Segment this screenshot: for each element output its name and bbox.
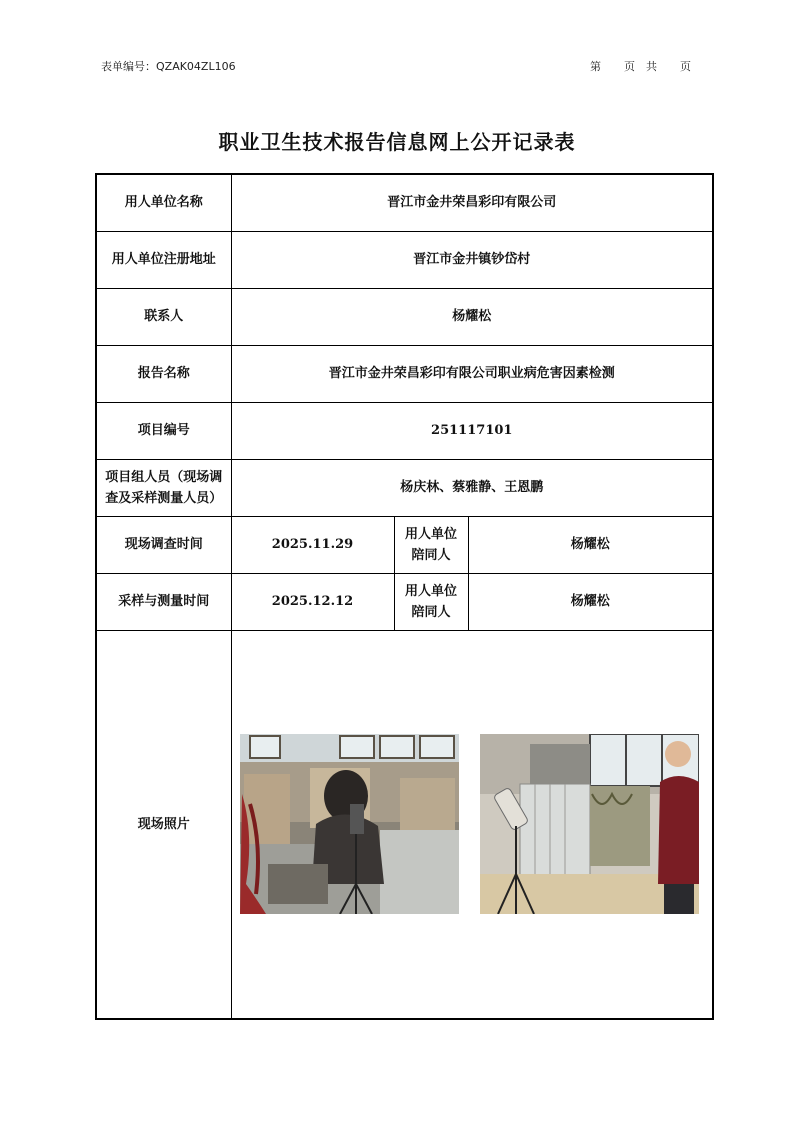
contact-label: 联系人: [96, 288, 231, 345]
project-no-label: 项目编号: [96, 402, 231, 459]
row-employer: [96, 174, 713, 231]
employer-label: 用人单位名称: [96, 174, 231, 231]
row-report: [96, 345, 713, 402]
row-team: [96, 459, 713, 516]
page-ye: 页: [624, 60, 635, 73]
report-label: 报告名称: [96, 345, 231, 402]
sound-level-meter-photo: [480, 734, 699, 914]
project-no-value: 251117101: [231, 402, 713, 459]
row-survey: [96, 516, 713, 573]
sampling-label: 采样与测量时间: [96, 573, 231, 630]
photos-label: 现场照片: [96, 630, 231, 1019]
page-di: 第: [590, 60, 601, 73]
row-project-no: [96, 402, 713, 459]
sampling-escort: 杨耀松: [468, 573, 713, 630]
page-title: 职业卫生技术报告信息网上公开记录表: [218, 130, 576, 154]
row-photos: [96, 630, 713, 1019]
report-value: 晋江市金井荣昌彩印有限公司职业病危害因素检测: [231, 345, 713, 402]
photos-cell: [231, 630, 713, 1019]
contact-value: 杨耀松: [231, 288, 713, 345]
team-value: 杨庆林、蔡雅静、王恩鹏: [231, 459, 713, 516]
photos-container: [232, 631, 713, 1018]
row-contact: [96, 288, 713, 345]
row-sampling: [96, 573, 713, 630]
page-indicator: [590, 58, 691, 74]
worker-sampling-photo: [240, 734, 459, 914]
employer-value: 晋江市金井荣昌彩印有限公司: [231, 174, 713, 231]
form-number: 表单编号：QZAK04ZL106: [101, 60, 236, 73]
survey-escort: 杨耀松: [468, 516, 713, 573]
address-label: 用人单位注册地址: [96, 231, 231, 288]
page-ye2: 页: [680, 60, 691, 73]
address-value: 晋江市金井镇钞岱村: [231, 231, 713, 288]
sampling-date: 2025.12.12: [231, 573, 394, 630]
page-gong: 共: [646, 60, 657, 73]
survey-date: 2025.11.29: [231, 516, 394, 573]
team-label: 项目组人员（现场调查及采样测量人员）: [96, 459, 231, 516]
survey-label: 现场调查时间: [96, 516, 231, 573]
record-table: [95, 173, 714, 1020]
row-address: [96, 231, 713, 288]
survey-escort-label: 用人单位陪同人: [394, 516, 468, 573]
sampling-escort-label: 用人单位陪同人: [394, 573, 468, 630]
